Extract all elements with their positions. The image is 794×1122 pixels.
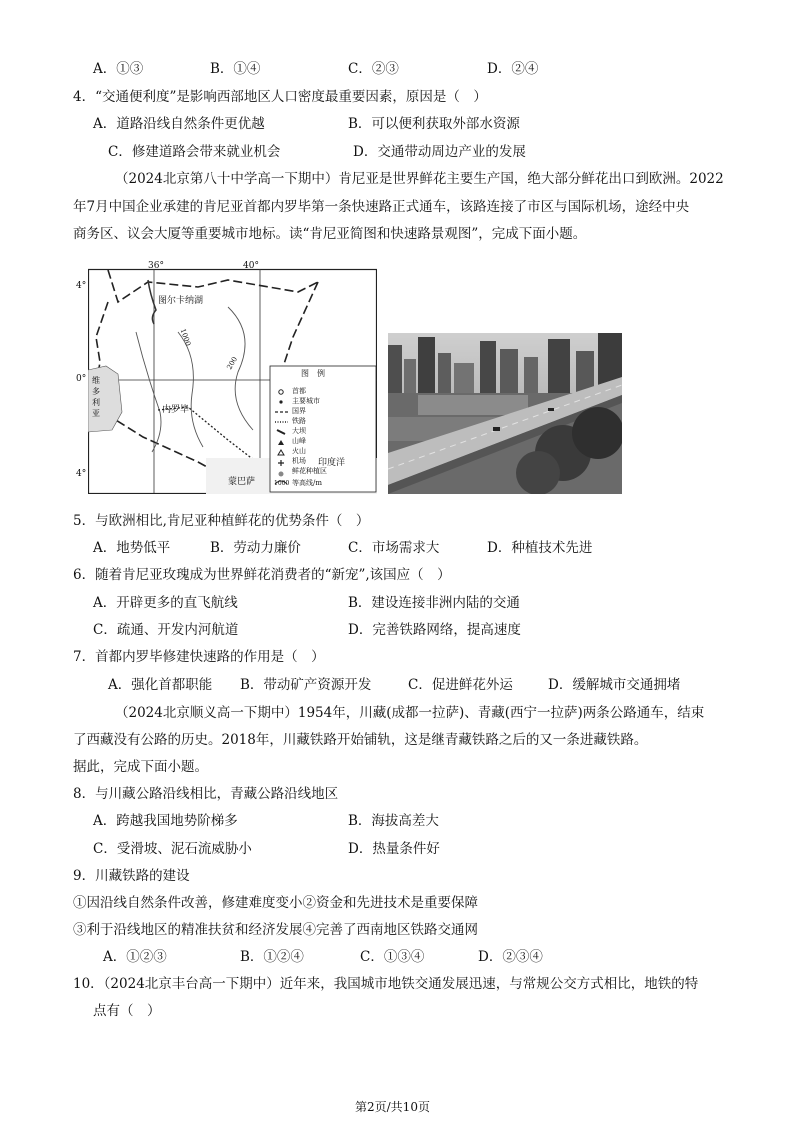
q4-option-d: D．交通带动周边产业的发展 [353, 144, 526, 160]
kenya-map [76, 261, 377, 494]
legend-item-flower-area: 鲜花种植区 [292, 467, 327, 475]
map-lake-victoria-char-1: 维 [92, 376, 100, 385]
intro2-line3: 据此，完成下面小题。 [73, 759, 208, 775]
q8-option-b: B．海拔高差大 [348, 813, 439, 829]
q9-option-a: A．①②③ [103, 949, 167, 965]
q5-option-b: B．劳动力廉价 [210, 540, 301, 556]
legend-item-volcano: 火山 [292, 447, 306, 455]
q7-stem: 7．首都内罗毕修建快速路的作用是（ ） [73, 649, 325, 665]
map-lake-victoria-char-2: 多 [92, 387, 100, 396]
map-lon-40: 40° [243, 261, 259, 271]
q7-option-c: C．促进鲜花外运 [408, 677, 513, 693]
legend-item-capital: 首都 [292, 387, 306, 395]
q9-option-b: B．①②④ [240, 949, 304, 965]
map-nairobi-label: 内罗毕 [162, 405, 190, 415]
map-lake-turkana-label: 图尔卡纳湖 [158, 296, 204, 306]
legend-item-peak: 山峰 [292, 437, 306, 445]
q6-option-a: A．开辟更多的直飞航线 [93, 595, 238, 611]
legend-item-contour: 等高线/m [292, 479, 322, 487]
intro2-line1: （2024北京顺义高一下期中）1954年，川藏(成都一拉萨)、青藏(西宁一拉萨)两条公路通车，结束 [115, 705, 705, 721]
q4-stem: 4．“交通便利度”是影响西部地区人口密度最重要因素，原因是（ ） [73, 89, 487, 105]
q10-line1: 10．（2024北京丰台高一下期中）近年来，我国城市地铁交通发展迅速，与常规公交方式相比，地铁的特 [73, 976, 699, 992]
q6-option-b: B．建设连接非洲内陆的交通 [348, 595, 520, 611]
expressway-photo [388, 333, 622, 494]
intro1-line1: （2024北京第八十中学高一下期中）肯尼亚是世界鲜花主要生产国，绝大部分鲜花出口到欧洲。2022 [115, 171, 724, 187]
q3-option-d: D．②④ [487, 61, 539, 77]
q4-option-c: C．修建道路会带来就业机会 [108, 144, 281, 160]
q3-option-b: B．①④ [210, 61, 261, 77]
legend-item-city: 主要城市 [292, 397, 320, 405]
q6-option-c: C．疏通、开发内河航道 [93, 622, 239, 638]
map-contour-200: 200 [225, 355, 240, 372]
q7-option-b: B．带动矿产资源开发 [240, 677, 372, 693]
q5-stem: 5．与欧洲相比,肯尼亚种植鲜花的优势条件（ ） [73, 513, 370, 529]
q5-option-a: A．地势低平 [93, 540, 171, 556]
legend-item-railway: 铁路 [292, 417, 306, 425]
map-mombasa-label: 蒙巴萨 [228, 477, 256, 487]
q9-statement-1: ①因沿线自然条件改善，修建难度变小②资金和先进技术是重要保障 [73, 895, 478, 911]
q3-option-c: C．②③ [348, 61, 399, 77]
intro1-line3: 商务区、议会大厦等重要城市地标。读“肯尼亚简图和快速路景观图”，完成下面小题。 [73, 226, 587, 242]
q8-option-d: D．热量条件好 [348, 841, 440, 857]
q10-line2: 点有（ ） [93, 1003, 161, 1019]
q6-stem: 6．随着肯尼亚玫瑰成为世界鲜花消费者的“新宠”,该国应（ ） [73, 567, 451, 583]
legend-item-airport: 机场 [292, 457, 306, 465]
q7-option-a: A．强化首都职能 [108, 677, 213, 693]
map-lat-4s: 4° [76, 469, 87, 479]
q9-statement-2: ③利于沿线地区的精准扶贫和经济发展④完善了西南地区铁路交通网 [73, 922, 478, 938]
map-lon-36: 36° [148, 261, 164, 271]
map-lat-0: 0° [76, 374, 87, 384]
q9-option-d: D．②③④ [478, 949, 543, 965]
map-contour-1000: 1000 [178, 327, 193, 348]
q8-option-a: A．跨越我国地势阶梯多 [93, 813, 238, 829]
q4-option-a: A．道路沿线自然条件更优越 [93, 116, 265, 132]
q4-option-b: B．可以便利获取外部水资源 [348, 116, 520, 132]
map-lake-victoria-char-3: 利 [92, 398, 100, 407]
q5-option-c: C．市场需求大 [348, 540, 440, 556]
page-number: 第2页/共10页 [355, 1100, 430, 1114]
legend-item-border: 国界 [292, 407, 306, 415]
legend-title: 图 例 [301, 369, 325, 378]
q3-option-a: A．①③ [93, 61, 144, 77]
intro2-line2: 了西藏没有公路的历史。2018年，川藏铁路开始铺轨，这是继青藏铁路之后的又一条进藏铁路。 [73, 732, 648, 748]
q6-option-d: D．完善铁路网络，提高速度 [348, 622, 521, 638]
q7-option-d: D．缓解城市交通拥堵 [548, 677, 681, 693]
q5-option-d: D．种植技术先进 [487, 540, 593, 556]
q8-option-c: C．受滑坡、泥石流威胁小 [93, 841, 252, 857]
legend-item-dam: 大坝 [292, 427, 306, 435]
map-lake-victoria-char-4: 亚 [92, 409, 100, 418]
map-lat-4n: 4° [76, 281, 87, 291]
q8-stem: 8．与川藏公路沿线相比，青藏公路沿线地区 [73, 786, 339, 802]
map-indian-ocean-label: 印度洋 [318, 458, 346, 468]
q9-stem: 9．川藏铁路的建设 [73, 868, 190, 884]
q9-option-c: C．①③④ [360, 949, 425, 965]
legend-contour-sample: 1000 [274, 480, 290, 487]
intro1-line2: 年7月中国企业承建的肯尼亚首都内罗毕第一条快速路正式通车，该路连接了市区与国际机场，途经中央 [73, 199, 690, 215]
